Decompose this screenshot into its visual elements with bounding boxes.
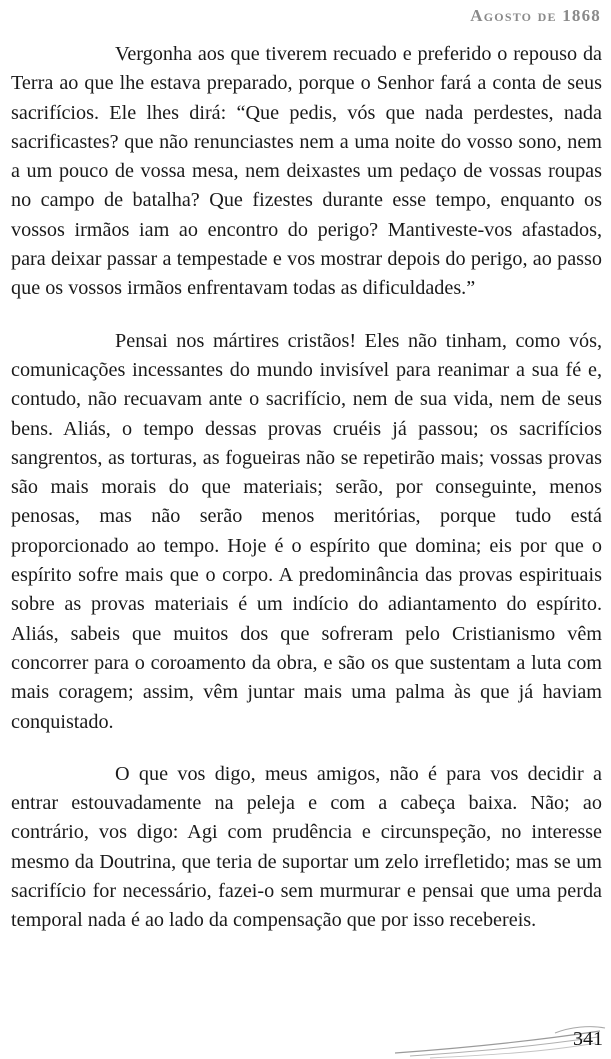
page-footer: [0, 1019, 611, 1059]
paragraph-3: O que vos digo, meus amigos, não é para vos decidir a entrar estouvadamente na peleja e com a cabeça baixa. Não; ao contrário, vos digo: Agi com prudência e circunspeção, no interesse mesmo da Doutrina, que teria de suportar um zelo irrefletido; mas se um sacrifício for necessário, fazei-o sem murmurar e pensai que uma perda temporal nada é ao lado da compensação que por isso recebereis.: [11, 762, 602, 932]
swoosh-ornament-icon: [0, 1019, 611, 1059]
page-body: [11, 40, 602, 959]
paragraph-1: Vergonha aos que tiverem recuado e preferido o repouso da Terra ao que lhe estava preparado, porque o Senhor fará a conta de seus sacrifícios. Ele lhes dirá: “Que pedis, vós que nada perdestes, nada sacrificastes? que não renunciastes nem a uma noite do vosso sono, nem a um pouco de vossa mesa, nem deixastes um pedaço de vossas roupas no campo de batalha? Que fizestes durante esse tempo, enquanto os vossos irmãos iam ao encontro do perigo? Mantiveste-vos afastados, para deixar passar a tempestade e vos mostrar depois do perigo, ao passo que os vossos irmãos enfrentavam todas as dificuldades.”: [11, 43, 602, 300]
running-header: Agosto de 1868: [470, 6, 601, 25]
paragraph-2: Pensai nos mártires cristãos! Eles não tinham, como vós, comunicações incessantes do mundo invisível para reanimar a sua fé e, contudo, não recuavam ante o sacrifício, nem de sua vida, nem de seus bens. Aliás, o tempo dessas provas cruéis já passou; os sacrifícios sangrentos, as torturas, as fogueiras não se repetirão mais; vossas provas são mais morais do que materiais; serão, por conseguinte, menos penosas, mas não serão menos meritórias, porque tudo está proporcionado ao tempo. Hoje é o espírito que domina; eis por que o espírito sofre mais que o corpo. A predominância das provas espirituais sobre as provas materiais é um indício do adiantamento do espírito. Aliás, sabeis que muitos dos que sofreram pelo Cristianismo vêm concorrer para o coroamento da obra, e são os que sustentam a luta com mais coragem; assim, vêm juntar mais uma palma às que já haviam conquistado.: [11, 329, 602, 733]
page-number: 341: [573, 1028, 603, 1050]
